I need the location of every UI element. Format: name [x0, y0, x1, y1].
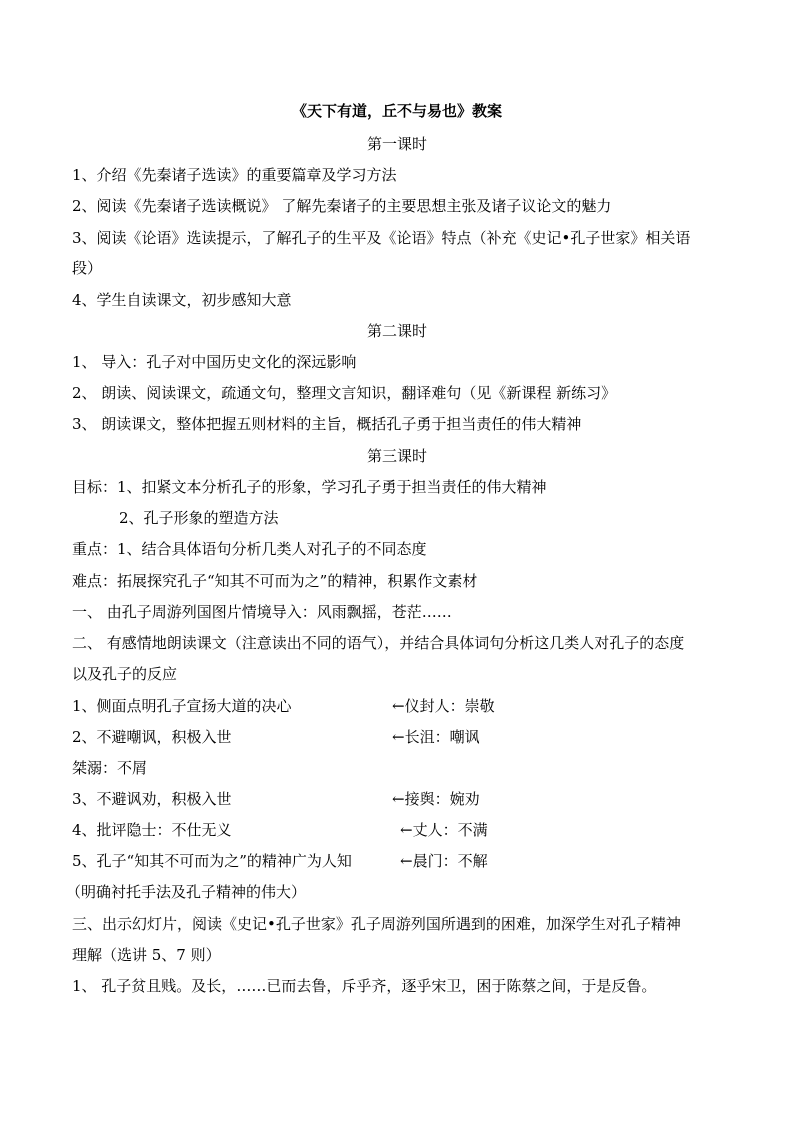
lesson2-item-1: 1、 导入：孔子对中国历史文化的深远影响: [72, 353, 357, 371]
pair-right-2: ←长沮：嘲讽: [392, 728, 480, 746]
lesson3-note: （明确衬托手法及孔子精神的伟大）: [66, 883, 307, 901]
lesson3-heading: 第三课时: [366, 447, 427, 465]
pair-left-2: 2、不避嘲讽，积极入世: [72, 728, 232, 746]
pair-right-5: ←丈人：不满: [400, 821, 488, 839]
lesson3-difficulty: 难点：拓展探究孔子“知其不可而为之”的精神，积累作文素材: [72, 572, 478, 590]
lesson3-step-3: 三、出示幻灯片，阅读《史记•孔子世家》孔子周游列国所遇到的困难，加深学生对孔子精神: [72, 915, 681, 933]
pair-right-6: ←晨门：不解: [400, 852, 488, 870]
lesson3-quote-1: 1、 孔子贫且贱。及长，……已而去鲁，斥乎齐，逐乎宋卫，困于陈蔡之间，于是反鲁。: [72, 977, 657, 995]
pair-right-4: ←接舆：婉劝: [392, 790, 480, 808]
pair-left-3: 桀溺：不屑: [72, 759, 148, 777]
lesson3-step-2: 二、 有感情地朗读课文（注意读出不同的语气），并结合具体词句分析这几类人对孔子的态度: [72, 634, 685, 652]
lesson1-item-3-cont: 段）: [72, 259, 103, 277]
pair-right-1: ←仪封人：崇敬: [392, 697, 495, 715]
pair-left-1: 1、侧面点明孔子宣扬大道的决心: [72, 697, 292, 715]
lesson3-goal-2: 2、孔子形象的塑造方法: [119, 509, 279, 527]
lesson3-key-point: 重点：1、结合具体语句分析几类人对孔子的不同态度: [72, 540, 427, 558]
lesson1-item-4: 4、学生自读课文，初步感知大意: [72, 291, 292, 309]
document-title: 《天下有道，丘不与易也》教案: [291, 102, 502, 120]
lesson3-step-1: 一、 由孔子周游列国图片情境导入：风雨飘摇，苍茫……: [72, 603, 452, 621]
pair-left-6: 5、孔子“知其不可而为之”的精神广为人知: [72, 852, 352, 870]
pair-left-5: 4、批评隐士：不仕无义: [72, 821, 232, 839]
lesson1-heading: 第一课时: [366, 135, 427, 153]
lesson3-step-3-cont: 理解（选讲 5、7 则）: [72, 946, 221, 964]
pair-left-4: 3、不避讽劝，积极入世: [72, 790, 232, 808]
lesson1-item-3: 3、阅读《论语》选读提示，了解孔子的生平及《论语》特点（补充《史记•孔子世家》相关语: [72, 229, 691, 247]
lesson3-step-2-cont: 以及孔子的反应: [72, 665, 178, 683]
lesson2-heading: 第二课时: [366, 322, 427, 340]
lesson2-item-3: 3、 朗读课文，整体把握五则材料的主旨，概括孔子勇于担当责任的伟大精神: [72, 415, 582, 433]
lesson3-goal-1: 目标：1、扣紧文本分析孔子的形象，学习孔子勇于担当责任的伟大精神: [72, 478, 547, 496]
lesson1-item-2: 2、阅读《先秦诸子选读概说》 了解先秦诸子的主要思想主张及诸子议论文的魅力: [72, 197, 612, 215]
lesson1-item-1: 1、介绍《先秦诸子选读》的重要篇章及学习方法: [72, 166, 397, 184]
lesson2-item-2: 2、 朗读、阅读课文，疏通文句，整理文言知识，翻译难句（见《新课程 新练习》: [72, 384, 617, 402]
